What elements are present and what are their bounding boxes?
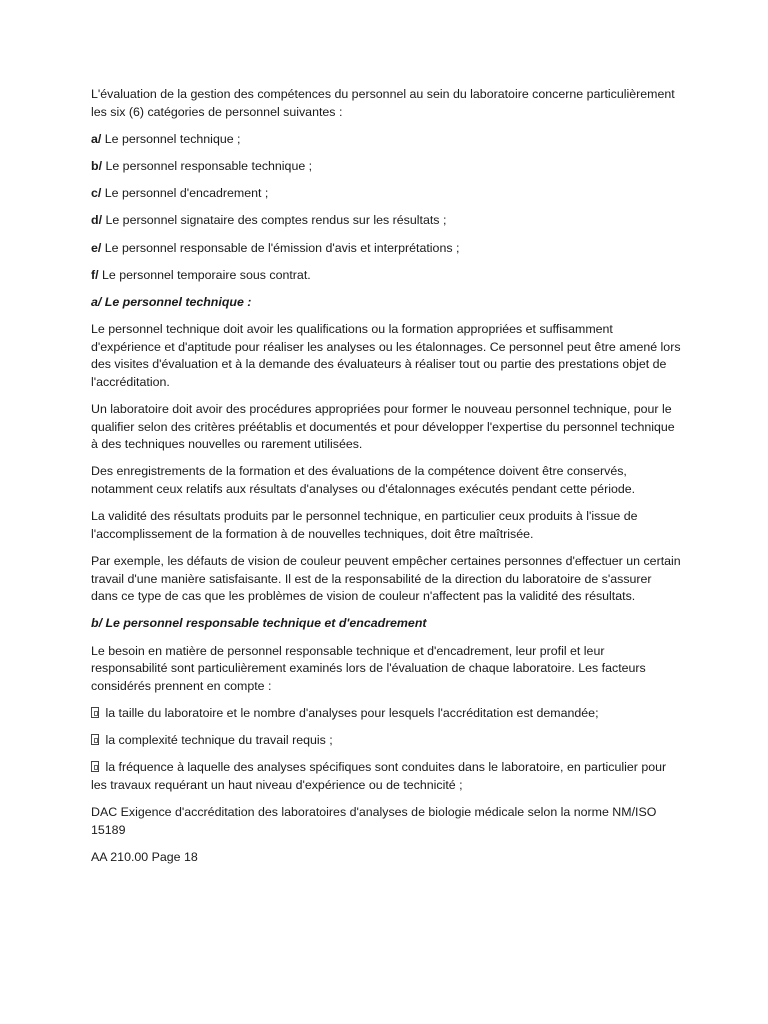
category-marker: c/ [91, 186, 102, 201]
category-item-c [91, 185, 681, 203]
footer-page-number: AA 210.00 Page 18 [91, 849, 198, 864]
intro-paragraph: L'évaluation de la gestion des compétences du personnel au sein du laboratoire concerne particulièrement les six (6) catégories de personnel suivantes : [91, 87, 675, 119]
category-item-d [91, 212, 681, 230]
category-marker: b/ [91, 158, 103, 173]
category-item-a [91, 131, 681, 149]
category-marker: f/ [91, 267, 99, 282]
section-a-paragraph: La validité des résultats produits par le personnel technique, en particulier ceux produits à l'issue de l'accomplissement de la formation à de nouvelles techniques, doit être maîtrisée. [91, 509, 638, 541]
section-a-heading: a/ Le personnel technique : [91, 294, 252, 309]
bullet-item [91, 759, 681, 794]
category-text: Le personnel temporaire sous contrat. [98, 267, 311, 282]
category-marker: a/ [91, 131, 102, 146]
missing-glyph-icon [91, 761, 99, 772]
category-text: Le personnel responsable de l'émission d'avis et interprétations ; [101, 240, 460, 255]
category-text: Le personnel d'encadrement ; [101, 186, 269, 201]
bullet-item [91, 705, 681, 723]
footer-title: DAC Exigence d'accréditation des laboratoires d'analyses de biologie médicale selon la norme NM/ISO 15189 [91, 805, 657, 837]
section-a-paragraph: Des enregistrements de la formation et des évaluations de la compétence doivent être conservés, notamment ceux relatifs aux résultats d'analyses ou d'étalonnages exécutés pendant cette période. [91, 464, 636, 497]
missing-glyph-icon [91, 734, 99, 745]
bullet-item [91, 732, 681, 750]
bullet-text: la taille du laboratoire et le nombre d'analyses pour lesquels l'accréditation est demandée; [102, 705, 599, 720]
category-marker: d/ [91, 213, 103, 228]
section-b-heading: b/ Le personnel responsable technique et d'encadrement [91, 616, 427, 631]
category-marker: e/ [91, 240, 102, 255]
bullet-text: la complexité technique du travail requis ; [102, 733, 333, 748]
section-b-paragraph: Le besoin en matière de personnel responsable technique et d'encadrement, leur profil et leur responsabilité sont particulièrement examinés lors de l'évaluation de chaque laboratoire. Les facteurs considérés prennent en compte : [91, 643, 646, 693]
section-a-paragraph: Un laboratoire doit avoir des procédures appropriées pour former le nouveau personnel technique, pour le qualifier selon des critères préétablis et documentés et pour développer l'expertise du personnel technique à des techniques nouvelles ou rarement utilisées. [91, 402, 675, 452]
category-text: Le personnel responsable technique ; [102, 158, 313, 173]
section-a-paragraph: Le personnel technique doit avoir les qualifications ou la formation appropriées et suffisamment d'expérience et d'aptitude pour réaliser les analyses ou les étalonnages. Ce personnel peut être amené lors des visites d'évaluation et à la demande des évaluateurs à réaliser tout ou partie des prestations objet de l'accréditation. [91, 322, 681, 389]
missing-glyph-icon [91, 707, 99, 718]
bullet-text: la fréquence à laquelle des analyses spécifiques sont conduites dans le laboratoire, en particulier pour les travaux requérant un haut niveau d'expérience ou de technicité ; [91, 760, 667, 792]
category-item-f [91, 267, 681, 285]
category-text: Le personnel technique ; [101, 131, 241, 146]
category-item-b [91, 158, 681, 176]
document-page [91, 86, 681, 876]
category-text: Le personnel signataire des comptes rendus sur les résultats ; [102, 213, 447, 228]
category-item-e [91, 240, 681, 258]
section-a-paragraph: Par exemple, les défauts de vision de couleur peuvent empêcher certaines personnes d'effectuer un certain travail d'une manière satisfaisante. Il est de la responsabilité de la direction du laboratoire de s'assurer dans ce type de cas que les problèmes de vision de couleur n'affectent pas la validité des résultats. [91, 554, 681, 604]
